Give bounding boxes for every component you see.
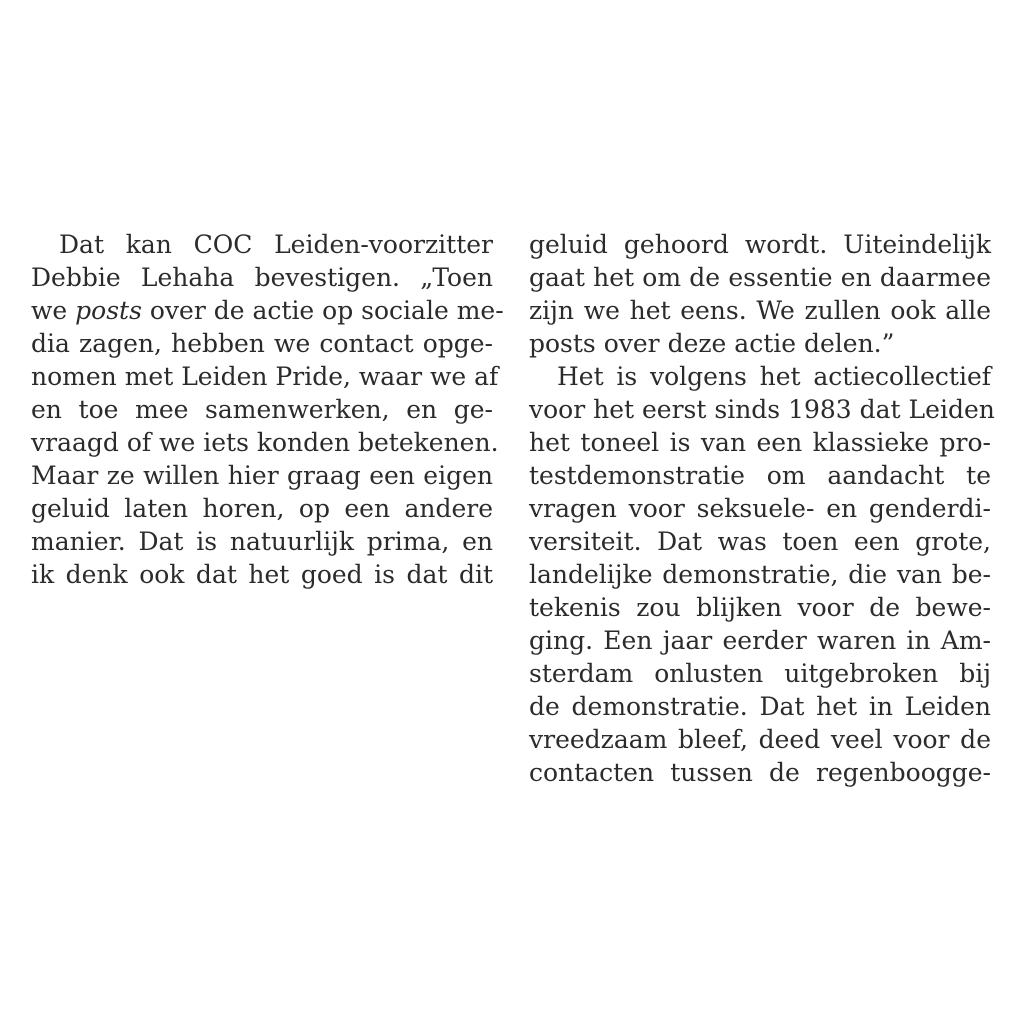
text-line: het toneel is van een klassieke pro- <box>529 428 991 457</box>
text-line: geluid laten horen, op een andere <box>31 494 493 523</box>
text-line: manier. Dat is natuurlijk prima, en <box>31 527 493 556</box>
text-line: ging. Een jaar eerder waren in Am- <box>529 626 991 655</box>
text-line: gaat het om de essentie en daarmee <box>529 263 991 292</box>
italic-term: posts <box>75 296 142 325</box>
text-line: Dat kan COC Leiden-voorzitter <box>59 230 493 259</box>
text-line: sterdam onlusten uitgebroken bij <box>529 659 991 688</box>
text-fragment: we <box>31 296 68 325</box>
text-line-with-italic <box>31 294 504 327</box>
text-line: testdemonstratie om aandacht te <box>529 461 991 490</box>
text-line: nomen met Leiden Pride, waar we af <box>31 362 499 391</box>
text-line: versiteit. Dat was toen een grote, <box>529 527 991 556</box>
text-line: contacten tussen de regenboogge- <box>529 758 991 787</box>
article-column-right <box>529 228 995 789</box>
text-line: en toe mee samenwerken, en ge- <box>31 395 493 424</box>
text-line: Het is volgens het actiecollectief <box>557 362 991 391</box>
text-line: Debbie Lehaha bevestigen. „Toen <box>31 263 493 292</box>
text-line: voor het eerst sinds 1983 dat Leiden <box>529 395 995 424</box>
text-fragment: over de actie op sociale me- <box>149 296 504 325</box>
text-line: vreedzaam bleef, deed veel voor de <box>529 725 991 754</box>
text-line: geluid gehoord wordt. Uiteindelijk <box>529 230 991 259</box>
text-line: de demonstratie. Dat het in Leiden <box>529 692 991 721</box>
article-column-left <box>31 228 504 591</box>
text-line: posts over deze actie delen.” <box>529 329 895 358</box>
text-line: vraagd of we iets konden betekenen. <box>31 428 499 457</box>
text-line: Maar ze willen hier graag een eigen <box>31 461 493 490</box>
text-line: landelijke demonstratie, die van be- <box>529 560 991 589</box>
text-line: ik denk ook dat het goed is dat dit <box>31 560 493 589</box>
text-line: tekenis zou blijken voor de bewe- <box>529 593 991 622</box>
text-line: dia zagen, hebben we contact opge- <box>31 329 493 358</box>
text-line: zijn we het eens. We zullen ook alle <box>529 296 991 325</box>
text-line: vragen voor seksuele- en genderdi- <box>529 494 991 523</box>
